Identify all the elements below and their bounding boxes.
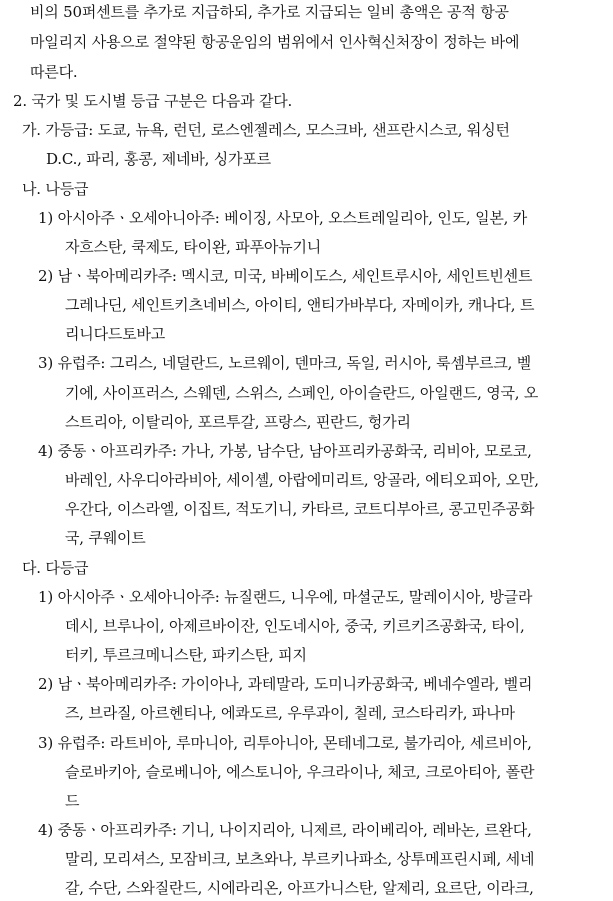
text-line: 4) 중동ㆍ아프리카주: 가나, 가봉, 남수단, 남아프리카공화국, 리비아, 모로코, xyxy=(38,442,532,460)
text-line: 말리, 모리셔스, 모잠비크, 보츠와나, 부르키나파소, 상투메프린시페, 세네 xyxy=(65,850,535,868)
text-line: 따른다. xyxy=(30,63,78,81)
text-line: 3) 유럽주: 라트비아, 루마니아, 리투아니아, 몬테네그로, 불가리아, 세르비아, xyxy=(38,734,532,752)
text-line: 데시, 브루나이, 아제르바이잔, 인도네시아, 중국, 키르키즈공화국, 타이, xyxy=(65,617,525,635)
text-line: 우간다, 이스라엘, 이집트, 적도기니, 카타르, 코트디부아르, 콩고민주공화 xyxy=(65,500,535,518)
text-line: D.C., 파리, 홍콩, 제네바, 싱가포르 xyxy=(46,150,271,168)
text-line: 2) 남ㆍ북아메리카주: 가이아나, 과테말라, 도미니카공화국, 베네수엘라, 벨리 xyxy=(38,675,533,693)
text-line: 즈, 브라질, 아르헨티나, 에콰도르, 우루과이, 칠레, 코스타리카, 파나마 xyxy=(65,704,515,722)
text-line: 국, 쿠웨이트 xyxy=(65,529,146,547)
text-line: 3) 유럽주: 그리스, 네덜란드, 노르웨이, 덴마크, 독일, 러시아, 룩셈부르크, 벨 xyxy=(38,354,532,372)
text-line: 2) 남ㆍ북아메리카주: 멕시코, 미국, 바베이도스, 세인트루시아, 세인트빈센트 xyxy=(38,267,533,285)
text-line: 자흐스탄, 쿡제도, 타이완, 파푸아뉴기니 xyxy=(65,238,322,256)
text-line: 1) 아시아주ㆍ오세아니아주: 베이징, 사모아, 오스트레일리아, 인도, 일본, 카 xyxy=(38,209,528,227)
text-line: 드 xyxy=(65,792,80,810)
text-line: 마일리지 사용으로 절약된 항공운임의 범위에서 인사혁신처장이 정하는 바에 xyxy=(30,33,520,51)
text-line: 나. 나등급 xyxy=(22,180,89,198)
text-line: 비의 50퍼센트를 추가로 지급하되, 추가로 지급되는 일비 총액은 공적 항공 xyxy=(30,3,509,21)
text-line: 리니다드토바고 xyxy=(65,325,166,343)
text-line: 다. 다등급 xyxy=(22,559,89,577)
text-line: 2. 국가 및 도시별 등급 구분은 다음과 같다. xyxy=(13,92,293,110)
text-line: 가. 가등급: 도쿄, 뉴욕, 런던, 로스엔젤레스, 모스크바, 샌프란시스코, 워싱턴 xyxy=(22,121,510,139)
text-line: 바레인, 사우디아라비아, 세이셸, 아랍에미리트, 앙골라, 에티오피아, 오만, xyxy=(65,471,539,489)
text-line: 1) 아시아주ㆍ오세아니아주: 뉴질랜드, 니우에, 마셜군도, 말레이시아, 방글라 xyxy=(38,588,533,606)
text-line: 슬로바키아, 슬로베니아, 에스토니아, 우크라이나, 체코, 크로아티아, 폴란 xyxy=(65,763,535,781)
text-line: 스트리아, 이탈리아, 포르투갈, 프랑스, 핀란드, 헝가리 xyxy=(65,413,411,431)
text-line: 그레나딘, 세인트키츠네비스, 아이티, 앤티가바부다, 자메이카, 캐나다, 트 xyxy=(65,296,535,314)
text-line: 4) 중동ㆍ아프리카주: 기니, 나이지리아, 니제르, 라이베리아, 레바논, 르완다, xyxy=(38,821,532,839)
text-line: 터키, 투르크메니스탄, 파키스탄, 피지 xyxy=(65,646,307,664)
text-line: 갈, 수단, 스와질란드, 시에라리온, 아프가니스탄, 알제리, 요르단, 이라크, xyxy=(65,879,534,897)
text-line: 기에, 사이프러스, 스웨덴, 스위스, 스페인, 아이슬란드, 아일랜드, 영국, 오 xyxy=(65,384,539,402)
